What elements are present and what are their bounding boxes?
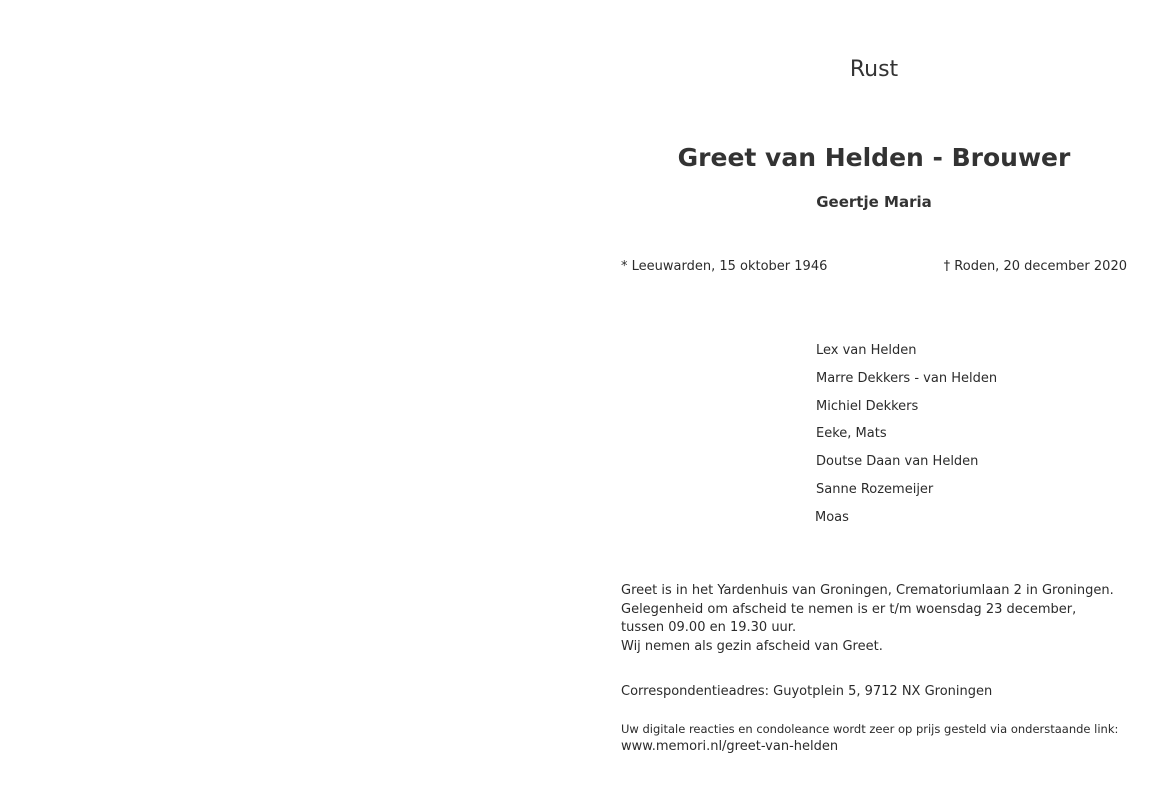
deceased-full-name: Greet van Helden - Brouwer	[677, 143, 1071, 172]
digital-condolence-note: Uw digitale reacties en condoleance wordt zeer op prijs gesteld via onderstaande link:	[621, 722, 1119, 736]
family-list	[816, 342, 997, 537]
family-member: Michiel Dekkers	[816, 398, 919, 414]
info-line: Wij nemen als gezin afscheid van Greet.	[621, 638, 883, 654]
info-line: tussen 09.00 en 19.30 uur.	[621, 620, 797, 635]
death-date: † Roden, 20 december 2020	[943, 259, 1127, 274]
visitation-info	[621, 582, 1114, 656]
family-member: Moas	[815, 509, 849, 525]
correspondence-address: Correspondentieadres: Guyotplein 5, 9712 NX Groningen	[621, 684, 993, 699]
family-member: Eeke, Mats	[816, 426, 887, 442]
info-line: Greet is in het Yardenhuis van Groningen, Crematoriumlaan 2 in Groningen.	[621, 583, 1114, 598]
birth-date: * Leeuwarden, 15 oktober 1946	[621, 259, 828, 274]
heading-word: Rust	[849, 57, 899, 82]
family-member: Doutse Daan van Helden	[816, 454, 979, 470]
family-member: Lex van Helden	[816, 343, 917, 358]
deceased-given-names: Geertje Maria	[816, 193, 932, 211]
memori-link[interactable]: www.memori.nl/greet-van-helden	[621, 739, 839, 754]
family-member: Sanne Rozemeijer	[816, 481, 934, 497]
family-member: Marre Dekkers - van Helden	[816, 370, 998, 386]
info-line: Gelegenheid om afscheid te nemen is er t/m woensdag 23 december,	[621, 601, 1077, 617]
